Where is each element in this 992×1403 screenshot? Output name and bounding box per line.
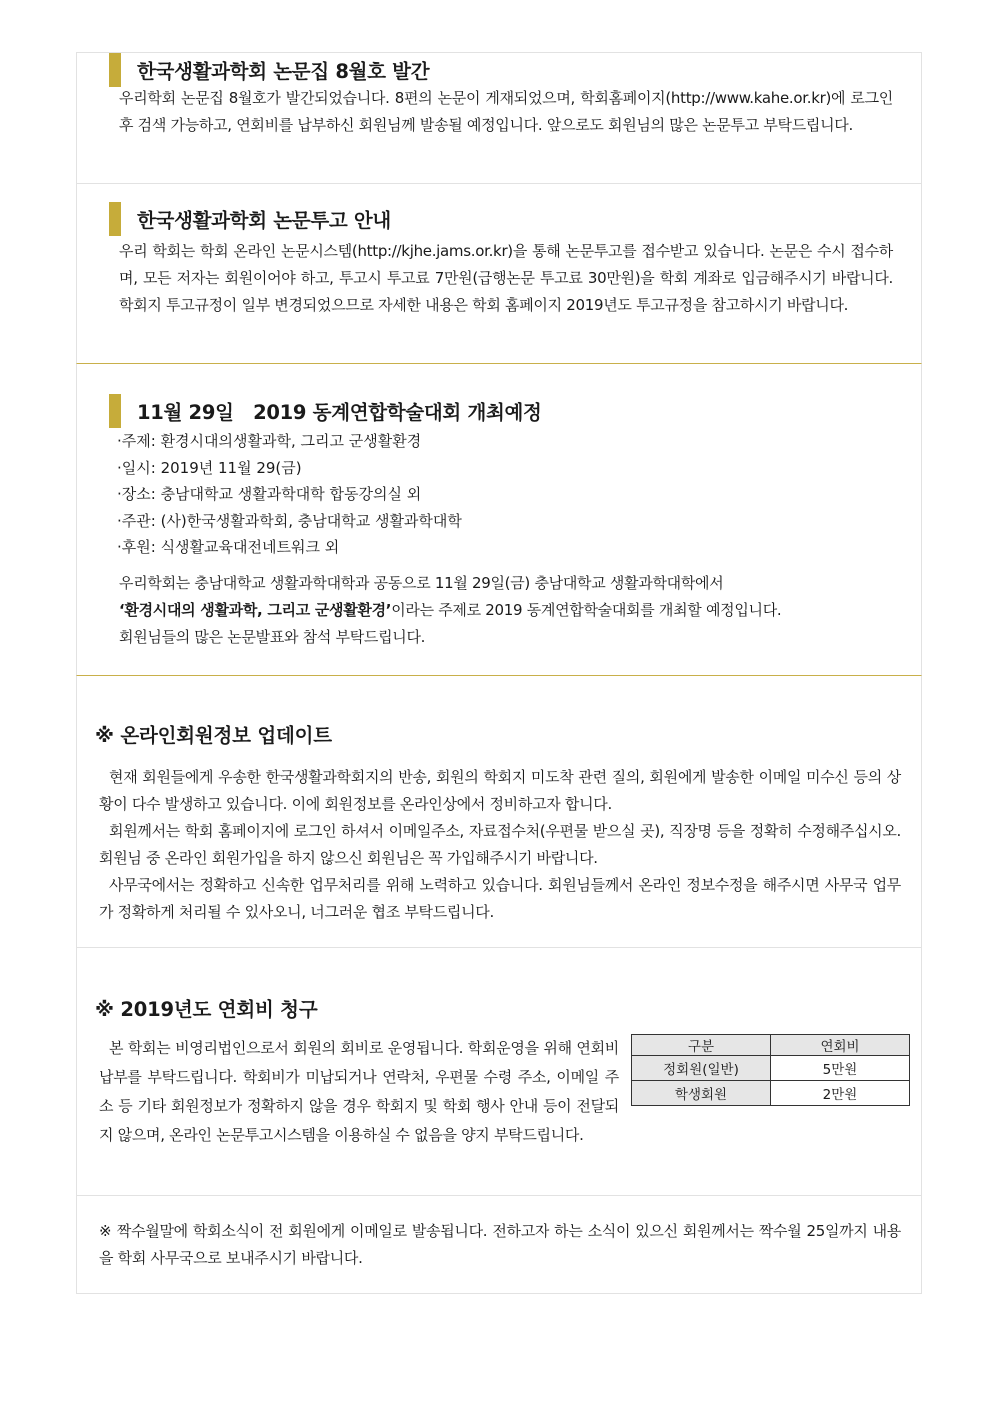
- section-heading: [109, 202, 391, 236]
- conference-details-list: [117, 428, 462, 561]
- section-newsletter-notice: [76, 1196, 922, 1294]
- table-header-row: [632, 1035, 910, 1056]
- paragraph-text: 이라는 주제로 2019 동계연합학술대회를 개최할 예정입니다.: [391, 601, 782, 619]
- heading-accent-bar: [109, 394, 121, 428]
- conference-theme: ‘환경시대의 생활과학, 그리고 군생활환경’: [119, 601, 392, 619]
- table-header-cell: 연회비: [771, 1035, 910, 1056]
- table-cell-value: 5만원: [771, 1056, 910, 1081]
- paragraph: 회원께서는 학회 홈페이지에 로그인 하셔서 이메일주소, 자료접수처(우편물 받으실 곳), 직장명 등을 정확히 수정해주십시오. 회원님 중 온라인 회원가입을 하지 않으신 회원님은 꼭 가입해주시기 바랍니다.: [99, 822, 901, 867]
- section-heading: ※ 온라인회원정보 업데이트: [95, 724, 332, 747]
- list-item: ·주관: (사)한국생활과학회, 충남대학교 생활과학대학: [117, 511, 462, 530]
- paragraph-line: [119, 597, 909, 624]
- section-heading: ※ 2019년도 연회비 청구: [95, 998, 318, 1021]
- notice-text: ※ 짝수월말에 학회소식이 전 회원에게 이메일로 발송됩니다. 전하고자 하는 소식이 있으신 회원께서는 짝수월 25일까지 내용을 학회 사무국으로 보내주시기 바랍니다.: [99, 1222, 901, 1267]
- paragraph: 현재 회원들에게 우송한 한국생활과학회지의 반송, 회원의 학회지 미도착 관련 질의, 회원에게 발송한 이메일 미수신 등의 상황이 다수 발생하고 있습니다. 이에 회원정보를 온라인상에서 정비하고자 합니다.: [99, 768, 901, 813]
- list-item: ·주제: 환경시대의생활과학, 그리고 군생활환경: [117, 432, 422, 450]
- paragraph: 사무국에서는 정확하고 신속한 업무처리를 위해 노력하고 있습니다. 회원님들께서 온라인 정보수정을 해주시면 사무국 업무가 정확하게 처리될 수 있사오니, 너그러운 협조 부탁드립니다.: [99, 876, 901, 921]
- section-body: 본 학회는 비영리법인으로서 회원의 회비로 운영됩니다. 학회운영을 위해 연회비 납부를 부탁드립니다. 학회비가 미납되거나 연락처, 우편물 수령 주소, 이메일 주소 등 기타 회원정보가 정확하지 않을 경우 학회지 및 학회 행사 안내 등이 전달되지 않으며, 온라인 논문투고시스템을 이용하실 수 없음을 양지 부탁드립니다.: [99, 1039, 619, 1144]
- paragraph-line: 우리학회는 충남대학교 생활과학대학과 공동으로 11월 29일(금) 충남대학교 생활과학대학에서: [119, 574, 724, 592]
- section-body: [99, 764, 901, 926]
- heading-text: 11월 29일 2019 동계연합학술대회 개최예정: [137, 401, 542, 424]
- conference-paragraph: [119, 570, 909, 651]
- list-item: ·장소: 충남대학교 생활과학대학 합동강의실 외: [117, 485, 422, 503]
- section-annual-fee: [76, 948, 922, 1196]
- heading-text: 한국생활과학회 논문투고 안내: [137, 209, 391, 232]
- section-winter-conference: [76, 364, 922, 676]
- list-item: ·일시: 2019년 11월 29(금): [117, 458, 302, 477]
- table-cell-label: 학생회원: [632, 1081, 771, 1106]
- section-heading: [109, 53, 429, 87]
- heading-accent-bar: [109, 202, 121, 236]
- section-journal-issue: [76, 52, 922, 184]
- section-heading: [109, 394, 542, 428]
- section-body: 우리 학회는 학회 온라인 논문시스템(http://kjhe.jams.or.kr)을 통해 논문투고를 접수받고 있습니다. 논문은 수시 접수하며, 모든 저자는 회원이어야 하고, 투고시 투고료 7만원(급행논문 투고료 30만원)을 학회 계좌로 입금해주시기 바랍니다. 학회지 투고규정이 일부 변경되었으므로 자세한 내용은 학회 홈페이지 2019년도 투고규정을 참고하시기 바랍니다.: [119, 242, 893, 314]
- table-cell-value: 2만원: [771, 1081, 910, 1106]
- heading-text: 한국생활과학회 논문집 8월호 발간: [137, 60, 430, 83]
- table-cell-label: 정회원(일반): [632, 1056, 771, 1081]
- section-paper-submission: [76, 184, 922, 364]
- table-header-cell: 구분: [632, 1035, 771, 1056]
- table-row: [632, 1081, 910, 1106]
- table-row: [632, 1056, 910, 1081]
- paragraph-line: 회원님들의 많은 논문발표와 참석 부탁드립니다.: [119, 628, 426, 646]
- fee-table: [631, 1034, 910, 1106]
- list-item: ·후원: 식생활교육대전네트워크 외: [117, 538, 340, 556]
- section-body: 우리학회 논문집 8월호가 발간되었습니다. 8편의 논문이 게재되었으며, 학회홈페이지(http://www.kahe.or.kr)에 로그인 후 검색 가능하고, 연회비를 납부하신 회원님께 발송될 예정입니다. 앞으로도 회원님의 많은 논문투고 부탁드립니다.: [119, 89, 893, 134]
- section-member-update: [76, 676, 922, 948]
- heading-accent-bar: [109, 53, 121, 87]
